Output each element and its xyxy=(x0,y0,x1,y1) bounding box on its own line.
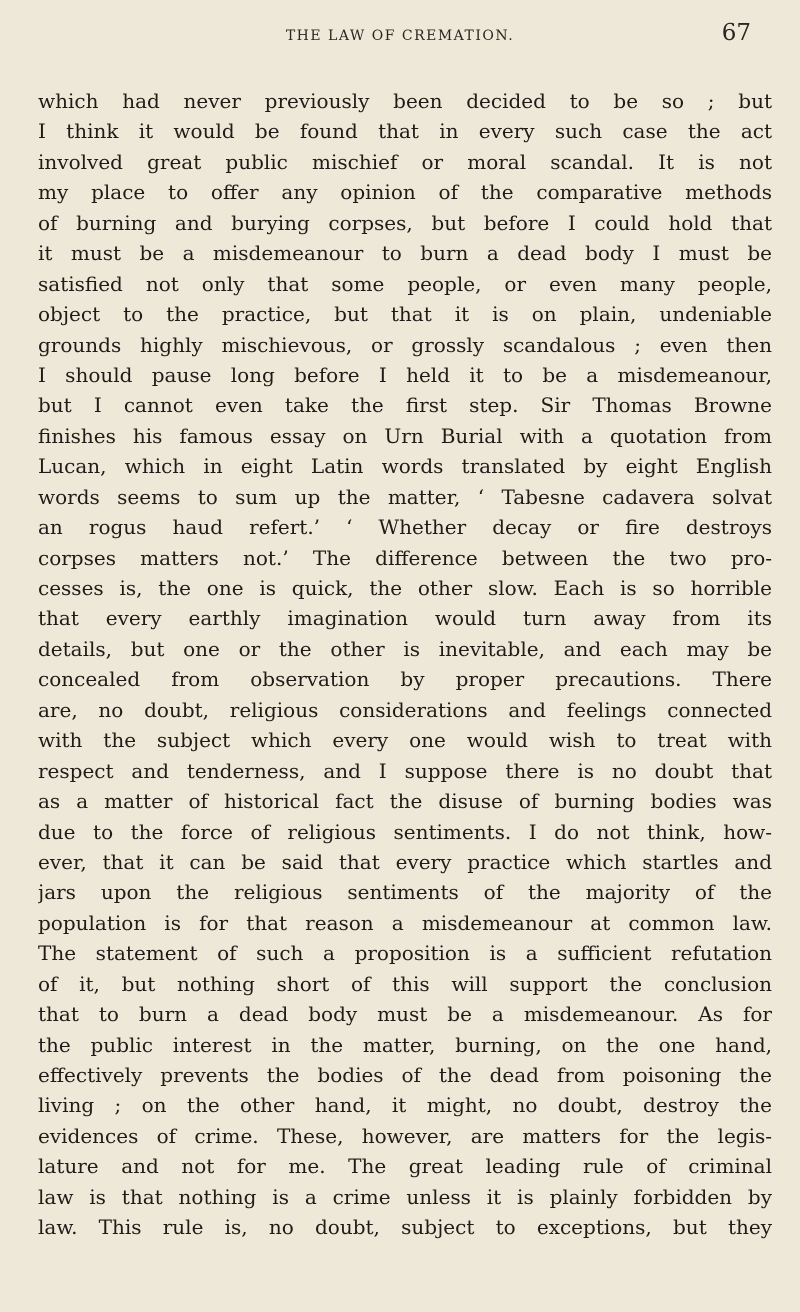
text-line: law is that nothing is a crime unless it is plainly forbidden by xyxy=(38,1184,772,1209)
text-line: Lucan, which in eight Latin words translated by eight English xyxy=(38,454,772,479)
text-line: but I cannot even take the first step. Sir Thomas Browne xyxy=(38,393,772,418)
page-number: 67 xyxy=(721,20,751,46)
text-line: cesses is, the one is quick, the other slow. Each is so horrible xyxy=(38,576,772,600)
text-line: population is for that reason a misdemeanour at common law. xyxy=(38,910,772,935)
text-line: concealed from observation by proper precautions. There xyxy=(38,667,772,692)
text-line: jars upon the religious sentiments of the majority of the xyxy=(38,880,772,905)
text-line: due to the force of religious sentiments. I do not think, how- xyxy=(38,819,772,844)
text-line: which had never previously been decided to be so ; but xyxy=(38,89,772,113)
text-line: living ; on the other hand, it might, no doubt, destroy the xyxy=(38,1093,772,1118)
text-line: law. This rule is, no doubt, subject to exceptions, but they xyxy=(38,1215,772,1240)
running-title: THE LAW OF CREMATION. xyxy=(285,28,515,44)
page-header xyxy=(0,18,800,58)
text-line: involved great public mischief or moral scandal. It is not xyxy=(38,149,772,174)
text-line: of burning and burying corpses, but before I could hold that xyxy=(38,210,772,235)
text-line: lature and not for me. The great leading rule of criminal xyxy=(38,1154,772,1179)
text-line: an rogus haud refert.’ ‘ Whether decay or fire destroys xyxy=(38,515,772,540)
text-line: it must be a misdemeanour to burn a dead body I must be xyxy=(38,241,772,266)
text-line: of it, but nothing short of this will support the conclusion xyxy=(38,971,772,996)
text-line: satisfied not only that some people, or even many people, xyxy=(38,271,772,296)
text-line: effectively prevents the bodies of the dead from poisoning the xyxy=(38,1063,772,1087)
text-line: with the subject which every one would wish to treat with xyxy=(38,728,772,753)
text-line: object to the practice, but that it is on plain, undeniable xyxy=(38,302,772,327)
body-text xyxy=(38,86,772,1243)
text-line: the public interest in the matter, burning, on the one hand, xyxy=(38,1032,772,1057)
text-line: as a matter of historical fact the disuse of burning bodies was xyxy=(38,789,772,814)
text-line: corpses matters not.’ The difference between the two pro- xyxy=(38,545,772,570)
text-line: I think it would be found that in every such case the act xyxy=(38,119,772,144)
text-line: are, no doubt, religious considerations and feelings connected xyxy=(38,697,772,722)
text-line: finishes his famous essay on Urn Burial with a quotation from xyxy=(38,423,772,448)
text-line: evidences of crime. These, however, are matters for the legis- xyxy=(38,1123,772,1148)
text-line: ever, that it can be said that every practice which startles and xyxy=(38,849,772,874)
text-line: that to burn a dead body must be a misdemeanour. As for xyxy=(38,1002,772,1027)
text-line: that every earthly imagination would turn away from its xyxy=(38,606,772,631)
text-line: I should pause long before I held it to be a misdemeanour, xyxy=(38,362,772,387)
text-line: words seems to sum up the matter, ‘ Tabesne cadavera solvat xyxy=(38,484,772,509)
text-line: my place to offer any opinion of the comparative methods xyxy=(38,180,772,205)
text-line: respect and tenderness, and I suppose there is no doubt that xyxy=(38,758,772,783)
text-line: details, but one or the other is inevitable, and each may be xyxy=(38,636,772,661)
text-line: grounds highly mischievous, or grossly scandalous ; even then xyxy=(38,332,772,357)
text-line: The statement of such a proposition is a sufficient refutation xyxy=(38,941,772,966)
